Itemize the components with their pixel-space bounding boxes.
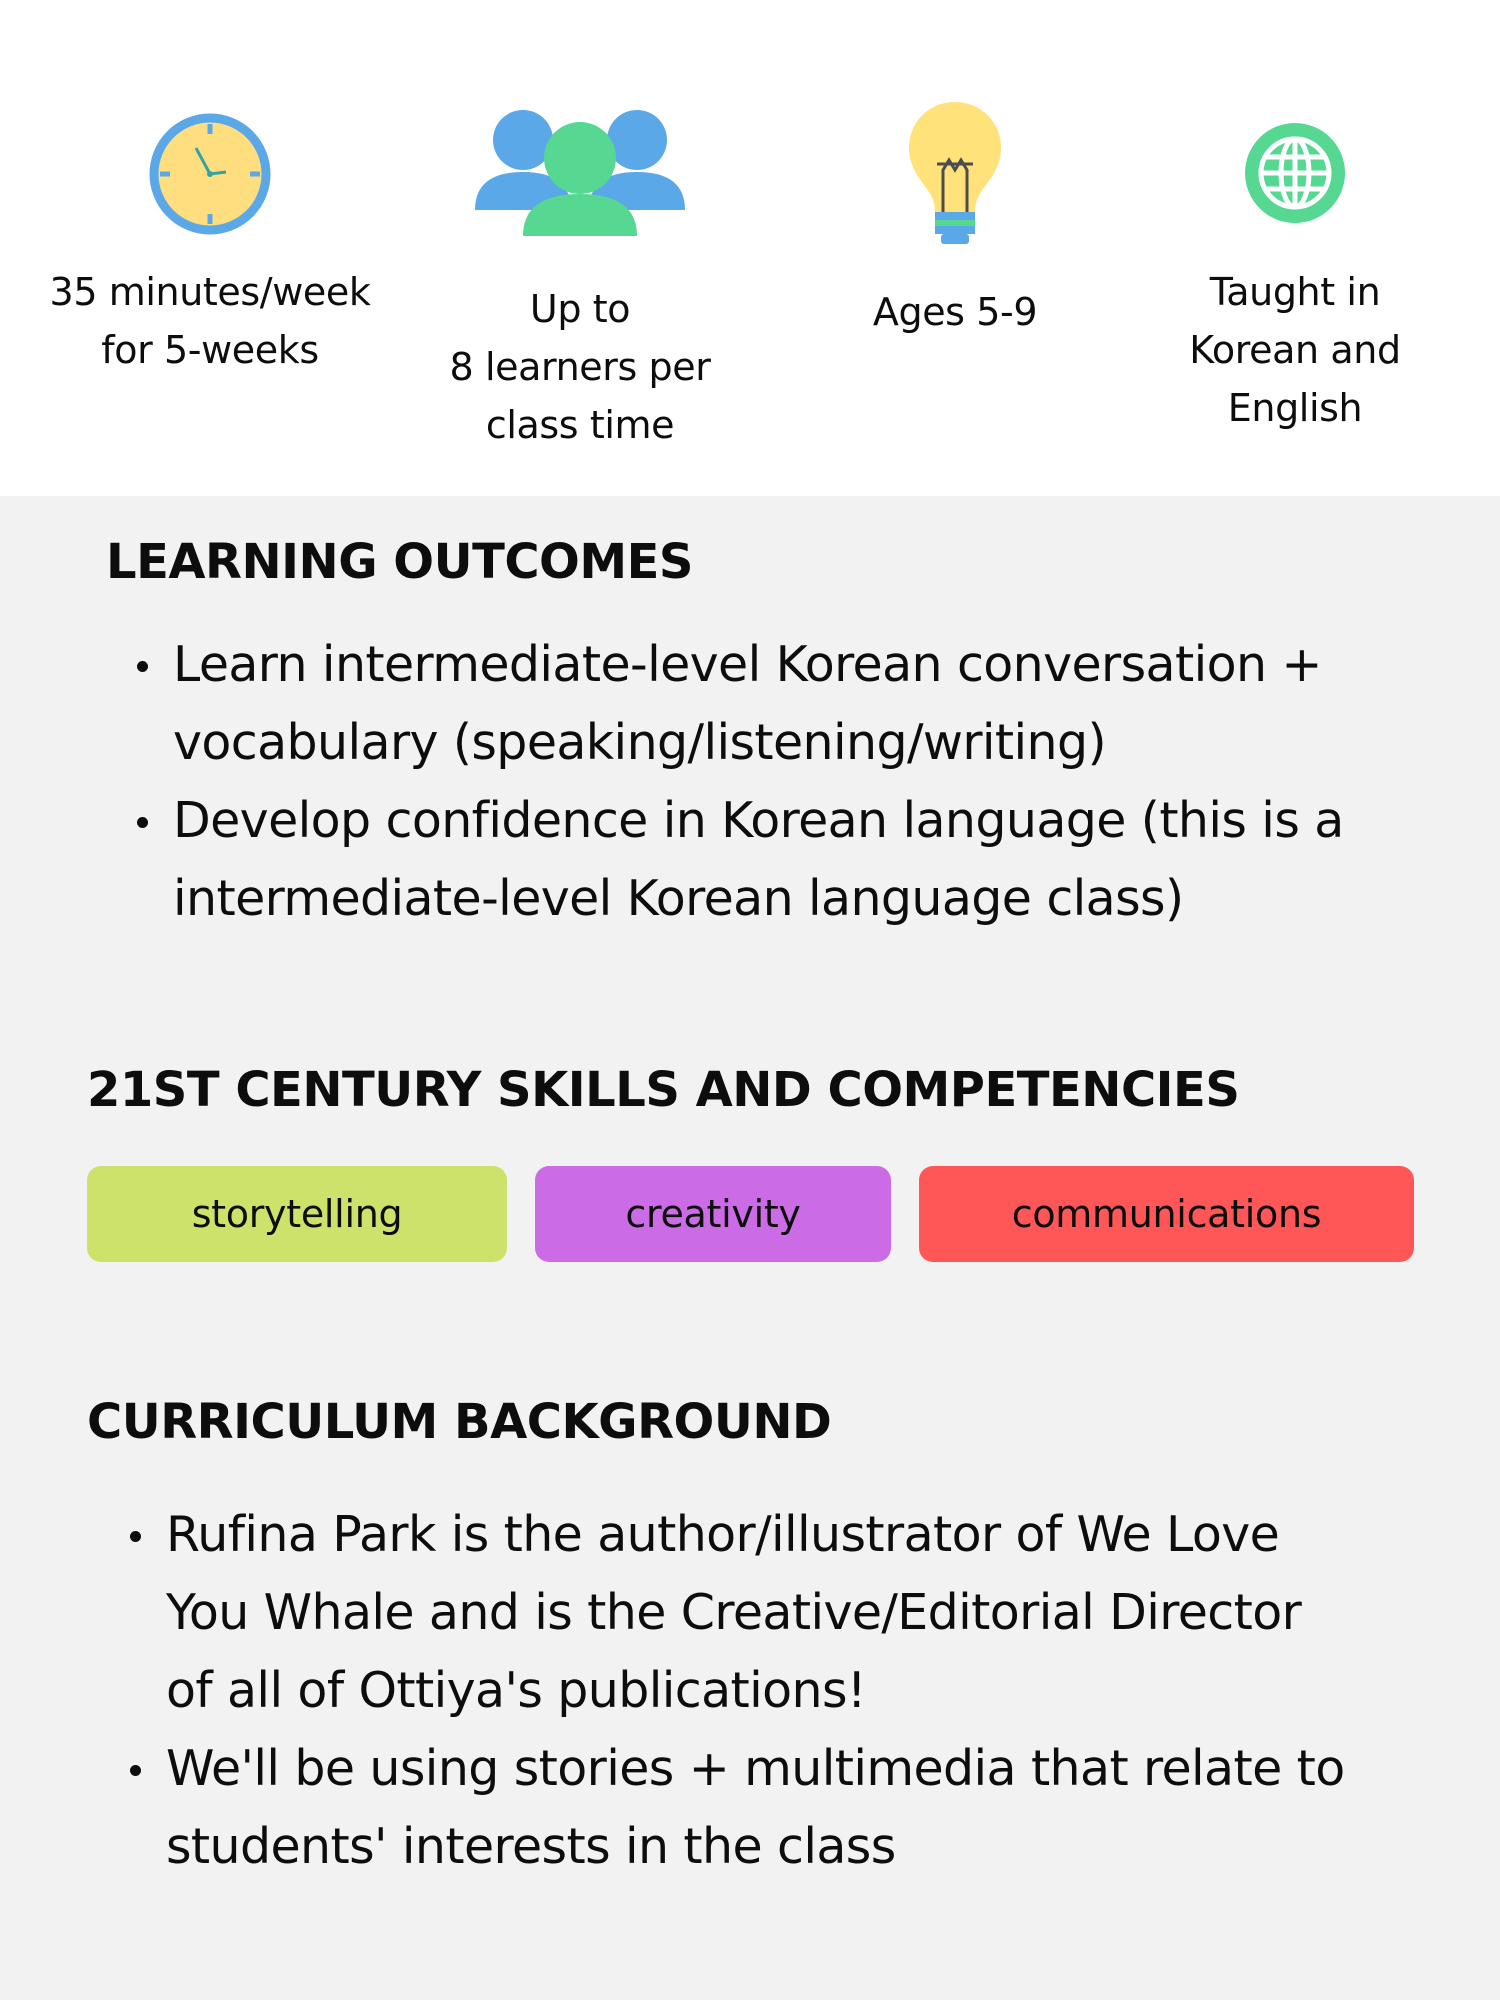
learning-outcomes-list <box>173 626 1344 938</box>
skill-tag-storytelling: storytelling <box>87 1166 507 1262</box>
feature-caption <box>775 283 1135 341</box>
caption-line: English <box>1227 386 1363 430</box>
list-item <box>166 1496 1345 1730</box>
caption-line: 35 minutes/week <box>49 270 371 314</box>
list-item <box>173 626 1344 782</box>
caption-line: class time <box>485 403 675 447</box>
caption-line: Ages 5-9 <box>872 290 1038 334</box>
caption-line: Korean and <box>1189 328 1401 372</box>
list-item-line: Learn intermediate-level Korean conversation + <box>173 636 1322 693</box>
feature-class-size <box>400 0 760 496</box>
clock-icon <box>30 112 390 236</box>
caption-line: Taught in <box>1209 270 1381 314</box>
group-icon <box>400 108 760 238</box>
feature-duration <box>30 0 390 496</box>
skill-tag-creativity: creativity <box>535 1166 891 1262</box>
feature-caption <box>400 280 760 454</box>
caption-line: 8 learners per <box>449 345 711 389</box>
globe-icon <box>1115 122 1475 224</box>
list-item-line: of all of Ottiya's publications! <box>166 1662 866 1719</box>
list-item <box>166 1730 1345 1886</box>
list-item-line: We'll be using stories + multimedia that relate to <box>166 1740 1345 1797</box>
lightbulb-icon <box>775 100 1135 246</box>
caption-line: for 5-weeks <box>101 328 319 372</box>
list-item-line: Rufina Park is the author/illustrator of We Love <box>166 1506 1280 1563</box>
list-item-line: vocabulary (speaking/listening/writing) <box>173 714 1107 771</box>
learning-outcomes-heading: LEARNING OUTCOMES <box>106 534 693 590</box>
curriculum-list <box>166 1496 1345 1886</box>
caption-line: Up to <box>529 287 631 331</box>
list-item-line: students' interests in the class <box>166 1818 896 1875</box>
list-item-line: You Whale and is the Creative/Editorial Director <box>166 1584 1302 1641</box>
list-item-line: Develop confidence in Korean language (this is a <box>173 792 1344 849</box>
skill-tag-communications: communications <box>919 1166 1414 1262</box>
list-item <box>173 782 1344 938</box>
feature-caption <box>30 263 390 379</box>
feature-language <box>1115 0 1475 496</box>
skills-heading: 21ST CENTURY SKILLS AND COMPETENCIES <box>87 1062 1240 1118</box>
feature-caption <box>1115 263 1475 437</box>
curriculum-heading: CURRICULUM BACKGROUND <box>87 1394 832 1450</box>
feature-ages <box>775 0 1135 496</box>
list-item-line: intermediate-level Korean language class) <box>173 870 1184 927</box>
